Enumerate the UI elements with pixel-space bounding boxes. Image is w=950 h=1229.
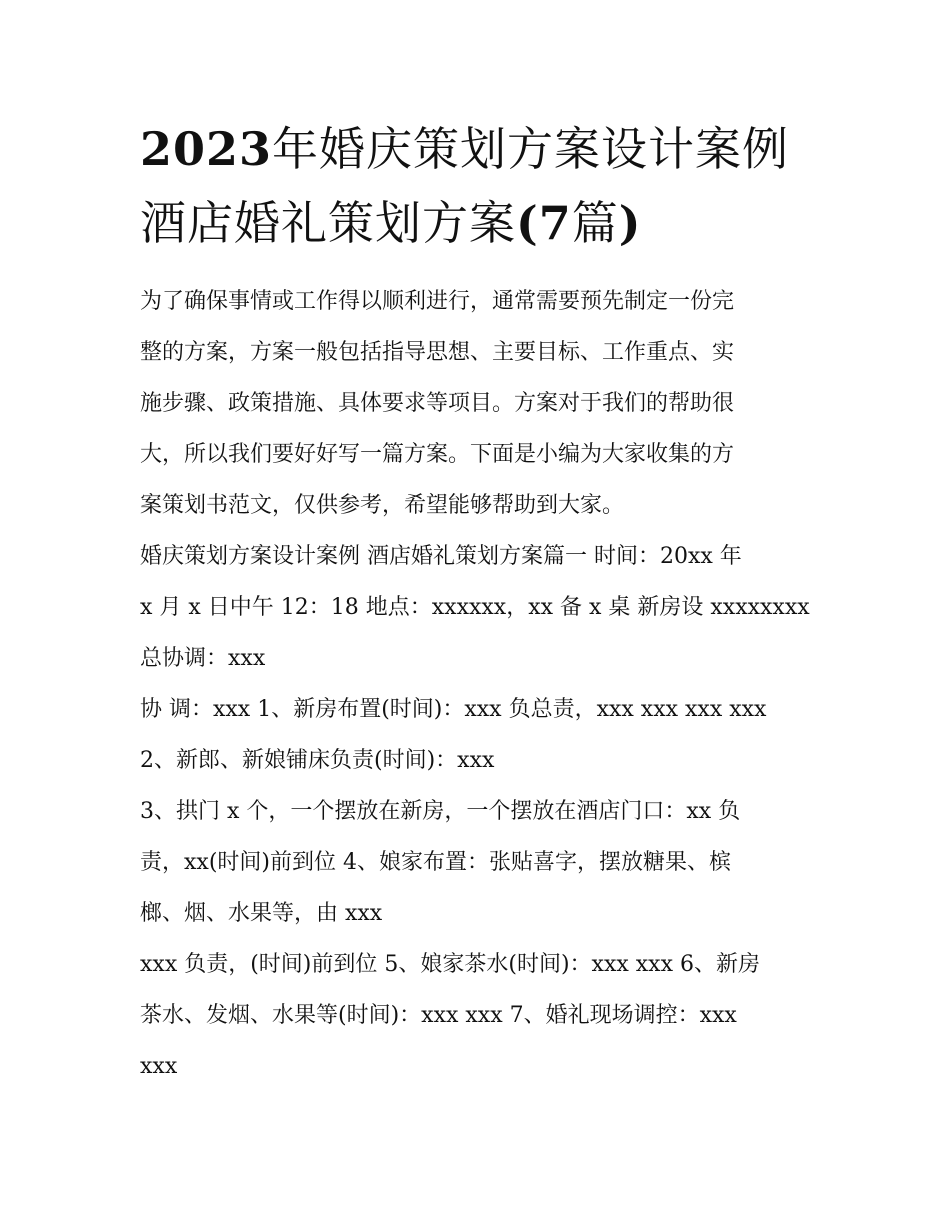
paragraph-bed-arrangement [140,735,820,786]
text-line: 3、拱门 x 个，一个摆放在新房，一个摆放在酒店门口：xx 负 [140,799,741,824]
text-line: 施步骤、政策措施、具体要求等项目。方案对于我们的帮助很 [140,391,735,416]
title-line-1 [140,112,830,186]
paragraph-coordination [140,684,820,735]
text-line: 案策划书范文，仅供参考，希望能够帮助到大家。 [140,493,625,518]
text-line: xxx 负责，(时间)前到位 5、娘家茶水(时间)：xxx xxx 6、新房 [140,952,760,977]
text-line: 婚庆策划方案设计案例 酒店婚礼策划方案篇一 时间：20xx 年 [140,544,742,569]
paragraph-arches [140,786,820,939]
text-line: 2、新郎、新娘铺床负责(时间)：xxx [140,748,495,773]
document-title [140,112,830,260]
title-line-2 [140,186,830,260]
text-line: xxx [140,1054,178,1079]
text-line: 榔、烟、水果等，由 xxx [140,901,383,926]
paragraph-schedule [140,531,820,684]
title-count-open: (7 [516,196,572,250]
title-text-1: 年婚庆策划方案设计案例 [272,122,790,176]
title-text-2: 酒店婚礼策划方案 [140,196,516,250]
text-line: 协 调：xxx 1、新房布置(时间)：xxx 负总责，xxx xxx xxx xxx [140,697,767,722]
text-line: 责，xx(时间)前到位 4、娘家布置：张贴喜字，摆放糖果、槟 [140,850,731,875]
text-line: 整的方案，方案一般包括指导思想、主要目标、工作重点、实 [140,340,735,365]
title-count-unit: 篇 [571,196,619,250]
text-line: x 月 x 日中午 12：18 地点：xxxxxx，xx 备 x 桌 新房设 xxxxxxxx [140,595,810,620]
paragraph-intro [140,276,820,531]
title-count-close: ) [618,196,642,250]
text-line: 茶水、发烟、水果等(时间)：xxx xxx 7、婚礼现场调控：xxx [140,1003,737,1028]
text-line: 大，所以我们要好好写一篇方案。下面是小编为大家收集的方 [140,442,735,467]
title-year: 2023 [140,122,273,176]
text-line: 为了确保事情或工作得以顺利进行，通常需要预先制定一份完 [140,289,735,314]
text-line: 总协调：xxx [140,646,266,671]
paragraph-tea-service [140,939,820,1092]
document-body [140,276,820,1092]
